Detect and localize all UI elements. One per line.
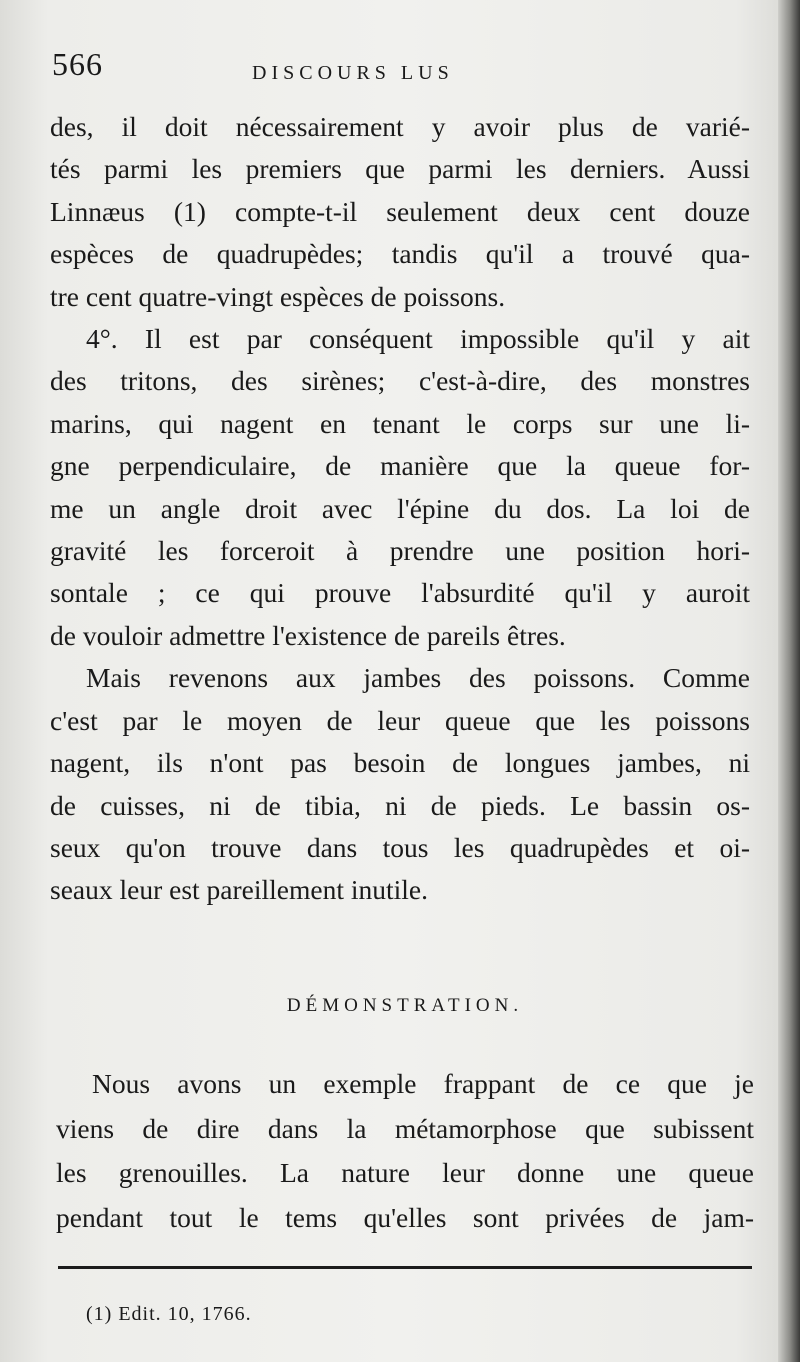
text-line: c'est par le moyen de leur queue que les poissons — [50, 704, 750, 736]
text-line: des tritons, des sirènes; c'est-à-dire, des monstres — [50, 365, 750, 397]
text-line: gravité les forceroit à prendre une position hori- — [50, 535, 750, 567]
text-line: de vouloir admettre l'existence de pareils êtres. — [50, 619, 566, 651]
text-line: marins, qui nagent en tenant le corps sur une li- — [50, 407, 750, 439]
text-line: des, il doit nécessairement y avoir plus de varié- — [50, 111, 750, 142]
text-line: Mais revenons aux jambes des poissons. Comme — [86, 662, 750, 694]
text-line: Linnæus (1) compte-t-il seulement deux cent douze — [50, 195, 750, 227]
text-line: seux qu'on trouve dans tous les quadrupèdes et oi- — [50, 831, 750, 863]
book-spine-shadow — [778, 0, 800, 1362]
text-line: sontale ; ce qui prouve l'absurdité qu'il y auroit — [50, 577, 750, 609]
text-line: pendant tout le tems qu'elles sont privées de jam- — [56, 1201, 754, 1233]
text-line: viens de dire dans la métamorphose que subissent — [56, 1112, 754, 1144]
page-header — [52, 42, 752, 92]
text-line: gne perpendiculaire, de manière que la queue for- — [50, 450, 750, 482]
text-line: seaux leur est pareillement inutile. — [50, 874, 428, 906]
text-line: Nous avons un exemple frappant de ce que je — [92, 1068, 754, 1099]
footnote-rule — [58, 1266, 752, 1269]
text-line: nagent, ils n'ont pas besoin de longues jambes, ni — [50, 747, 750, 779]
text-line: me un angle droit avec l'épine du dos. La loi de — [50, 492, 750, 524]
running-head: DISCOURS LUS — [252, 62, 454, 84]
footnote: (1) Edit. 10, 1766. — [86, 1303, 252, 1325]
text-line: les grenouilles. La nature leur donne une queue — [56, 1157, 754, 1188]
body-text-bottom — [56, 1062, 754, 1240]
text-line: espèces de quadrupèdes; tandis qu'il a trouvé qua- — [50, 238, 750, 270]
text-line: de cuisses, ni de tibia, ni de pieds. Le bassin os- — [50, 789, 750, 821]
body-text-top — [50, 106, 750, 912]
section-heading: DÉMONSTRATION. — [286, 995, 524, 1016]
text-line: tés parmi les premiers que parmi les derniers. Aussi — [50, 153, 750, 185]
page-number: 566 — [52, 46, 103, 82]
text-line: tre cent quatre-vingt espèces de poissons. — [50, 280, 506, 312]
text-line: 4°. Il est par conséquent impossible qu'il y ait — [86, 323, 750, 355]
